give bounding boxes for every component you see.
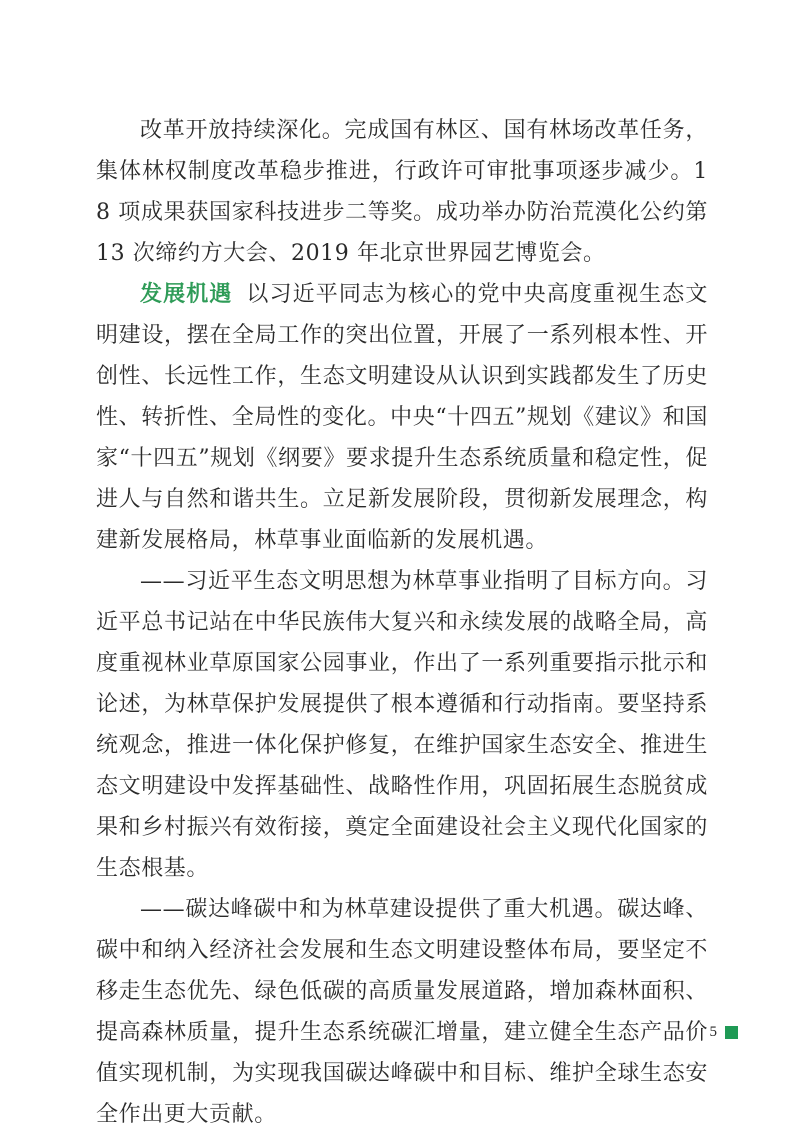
- body-text: [96, 110, 708, 1135]
- paragraph-carbon-neutrality: ——碳达峰碳中和为林草建设提供了重大机遇。碳达峰、碳中和纳入经济社会发展和生态文明建设整体布局，要坚定不移走生态优先、绿色低碳的高质量发展道路，增加森林面积、提高森林质量，提升生态系统碳汇增量，建立健全生态产品价值实现机制，为实现我国碳达峰碳中和目标、维护全球生态安全作出更大贡献。: [96, 897, 708, 1127]
- page-marker-square: [725, 1026, 738, 1039]
- paragraph-ecological-thought: ——习近平生态文明思想为林草事业指明了目标方向。习近平总书记站在中华民族伟大复兴和永续发展的战略全局，高度重视林业草原国家公园事业，作出了一系列重要指示批示和论述，为林草保护发展提供了根本遵循和行动指南。要坚持系统观念，推进一体化保护修复，在维护国家生态安全、推进生态文明建设中发挥基础性、战略性作用，巩固拓展生态脱贫成果和乡村振兴有效衔接，奠定全面建设社会主义现代化国家的生态根基。: [96, 569, 708, 881]
- paragraph-opportunities: [96, 274, 708, 561]
- paragraph-opportunities-text: 以习近平同志为核心的党中央高度重视生态文明建设，摆在全局工作的突出位置，开展了一系列根本性、开创性、长远性工作，生态文明建设从认识到实践都发生了历史性、转折性、全局性的变化。中央“十四五”规划《建议》和国家“十四五”规划《纲要》要求提升生态系统质量和稳定性，促进人与自然和谐共生。立足新发展阶段，贯彻新发展理念，构建新发展格局，林草事业面临新的发展机遇。: [96, 282, 708, 553]
- page-number: 5: [709, 1024, 717, 1040]
- paragraph-reform: 改革开放持续深化。完成国有林区、国有林场改革任务，集体林权制度改革稳步推进，行政许可审批事项逐步减少。18 项成果获国家科技进步二等奖。成功举办防治荒漠化公约第 13 次缔约方大会、2019 年北京世界园艺博览会。: [96, 118, 708, 266]
- section-heading-opportunities: 发展机遇: [140, 281, 233, 307]
- page-footer: [710, 1024, 739, 1041]
